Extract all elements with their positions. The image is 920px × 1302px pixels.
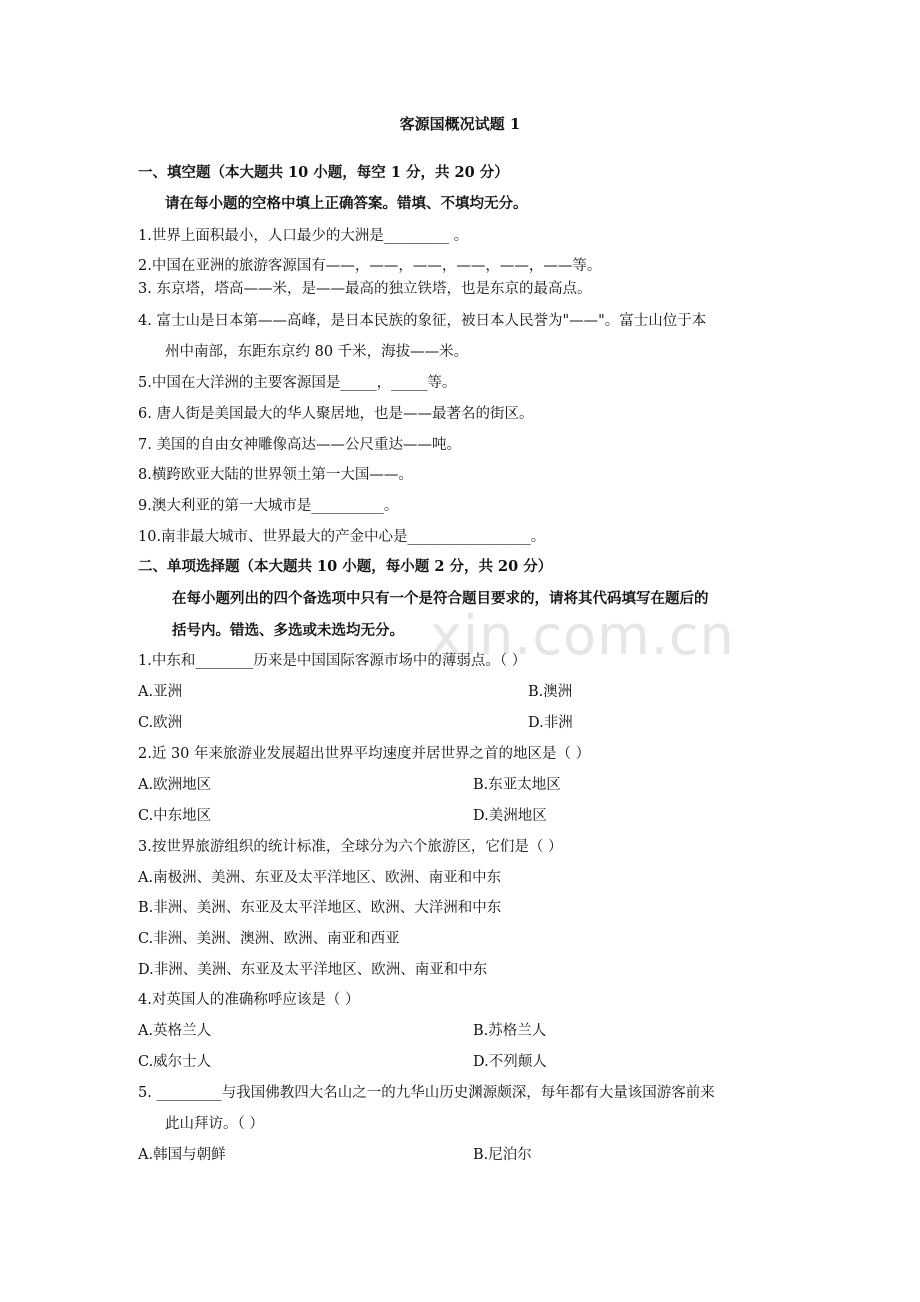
option-4a: A.英格兰人 [138,1023,212,1039]
choice-question-5-line1: 5. _________与我国佛教四大名山之一的九华山历史渊源颇深，每年都有大量该国游客前来 [138,1085,715,1101]
section2-heading: 二、单项选择题（本大题共 10 小题，每小题 2 分，共 20 分） [138,558,553,575]
option-2a: A.欧洲地区 [138,777,212,793]
watermark: xin.com.cn [430,604,735,667]
option-1c: C.欧洲 [138,715,183,731]
option-4d: D.不列颠人 [473,1054,547,1070]
fill-question-4-line1: 4. 富士山是日本第——高峰，是日本民族的象征，被日本人民誉为"——"。富士山位于本 [138,313,707,329]
option-3a: A.南极洲、美洲、东亚及太平洋地区、欧洲、南亚和中东 [138,870,502,886]
option-5b: B.尼泊尔 [473,1147,532,1163]
fill-question-8: 8.横跨欧亚大陆的世界领土第一大国——。 [138,467,413,483]
choice-question-1: 1.中东和________历来是中国国际客源市场中的薄弱点。（ ） [138,653,527,669]
fill-question-2: 2.中国在亚洲的旅游客源国有——，——，——，——，——，——等。 [138,258,602,274]
option-1b: B.澳洲 [528,684,573,700]
option-5a: A.韩国与朝鲜 [138,1147,226,1163]
fill-question-10: 10.南非最大城市、世界最大的产金中心是_________________。 [138,529,546,545]
option-1a: A.亚洲 [138,684,183,700]
option-3c: C.非洲、美洲、澳洲、欧洲、南亚和西亚 [138,931,400,947]
fill-question-7: 7. 美国的自由女神雕像高达——公尺重达——吨。 [138,437,461,453]
fill-question-1: 1.世界上面积最小，人口最少的大洲是_________ 。 [138,228,469,244]
fill-question-4-line2: 州中南部，东距东京约 80 千米，海拔——米。 [165,344,469,360]
option-4c: C.威尔士人 [138,1054,212,1070]
option-4b: B.苏格兰人 [473,1023,547,1039]
option-2b: B.东亚太地区 [473,777,561,793]
page-title: 客源国概况试题 1 [399,115,521,133]
option-1d: D.非洲 [528,715,573,731]
fill-question-6: 6. 唐人街是美国最大的华人聚居地，也是——最著名的街区。 [138,406,534,422]
fill-question-5: 5.中国在大洋洲的主要客源国是_____，_____等。 [138,375,457,391]
option-2d: D.美洲地区 [473,808,547,824]
section1-instruction: 请在每小题的空格中填上正确答案。错填、不填均无分。 [165,195,528,212]
option-3b: B.非洲、美洲、东亚及太平洋地区、欧洲、大洋洲和中东 [138,900,502,916]
option-3d: D.非洲、美洲、东亚及太平洋地区、欧洲、南亚和中东 [138,962,488,978]
fill-question-3: 3. 东京塔，塔高——米，是——最高的独立铁塔，也是东京的最高点。 [138,281,592,297]
choice-question-3: 3.按世界旅游组织的统计标准，全球分为六个旅游区，它们是（ ） [138,839,563,855]
choice-question-2: 2.近 30 年来旅游业发展超出世界平均速度并居世界之首的地区是（ ） [138,746,591,762]
section2-instruction-line1: 在每小题列出的四个备选项中只有一个是符合题目要求的，请将其代码填写在题后的 [172,590,709,607]
choice-question-4: 4.对英国人的准确称呼应该是（ ） [138,992,360,1008]
section2-instruction-line2: 括号内。错选、多选或未选均无分。 [172,622,404,639]
choice-question-5-line2: 此山拜访。（ ） [165,1116,264,1132]
fill-question-9: 9.澳大利亚的第一大城市是__________。 [138,498,399,514]
option-2c: C.中东地区 [138,808,212,824]
section1-heading: 一、填空题（本大题共 10 小题，每空 1 分，共 20 分） [138,164,509,181]
